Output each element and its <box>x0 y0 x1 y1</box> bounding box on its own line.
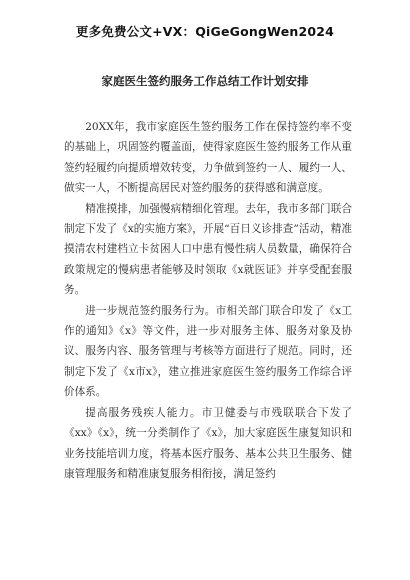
document-body <box>64 117 352 484</box>
document-title: 家庭医生签约服务工作总结工作计划安排 <box>101 74 309 88</box>
paragraph: 20XX年，我市家庭医生签约服务工作在保持签约率不变的基础上，巩固签约覆盖面，使得家庭医生签约服务工作从重签约轻履约向提质增效转变，力争做到签约一人、履约一人、做实一人，不断提高居民对签约服务的获得感和满意度。 <box>64 121 352 195</box>
paragraph: 提高服务残疾人能力。市卫健委与市残联联合下发了《xx》《x》，统一分类制作了《x》，加大家庭医生康复知识和业务技能培训力度，将基本医疗服务、基本公共卫生服务、健康管理服务和精准康复服务相衔接，满足签约 <box>64 406 352 480</box>
promo-banner: 更多免费公文+VX：QiGeGongWen2024 <box>75 24 335 39</box>
paragraph: 进一步规范签约服务行为。市相关部门联合印发了《x工作的通知》《x》等文件，进一步对服务主体、服务对象及协议、服务内容、服务管理与考核等方面进行了规范。同时，还制定下发了《x市x》，建立推进家庭医生签约服务工作综合评价体系。 <box>64 304 352 399</box>
paragraph: 精准摸排，加强慢病精细化管理。去年，我市多部门联合制定下发了《x的实施方案》，开展“百日义诊排查”活动，精准摸清农村建档立卡贫困人口中患有慢性病人员数量，确保符合政策规定的慢病患者能够及时领取《x就医证》并享受配套服务。 <box>64 202 352 297</box>
